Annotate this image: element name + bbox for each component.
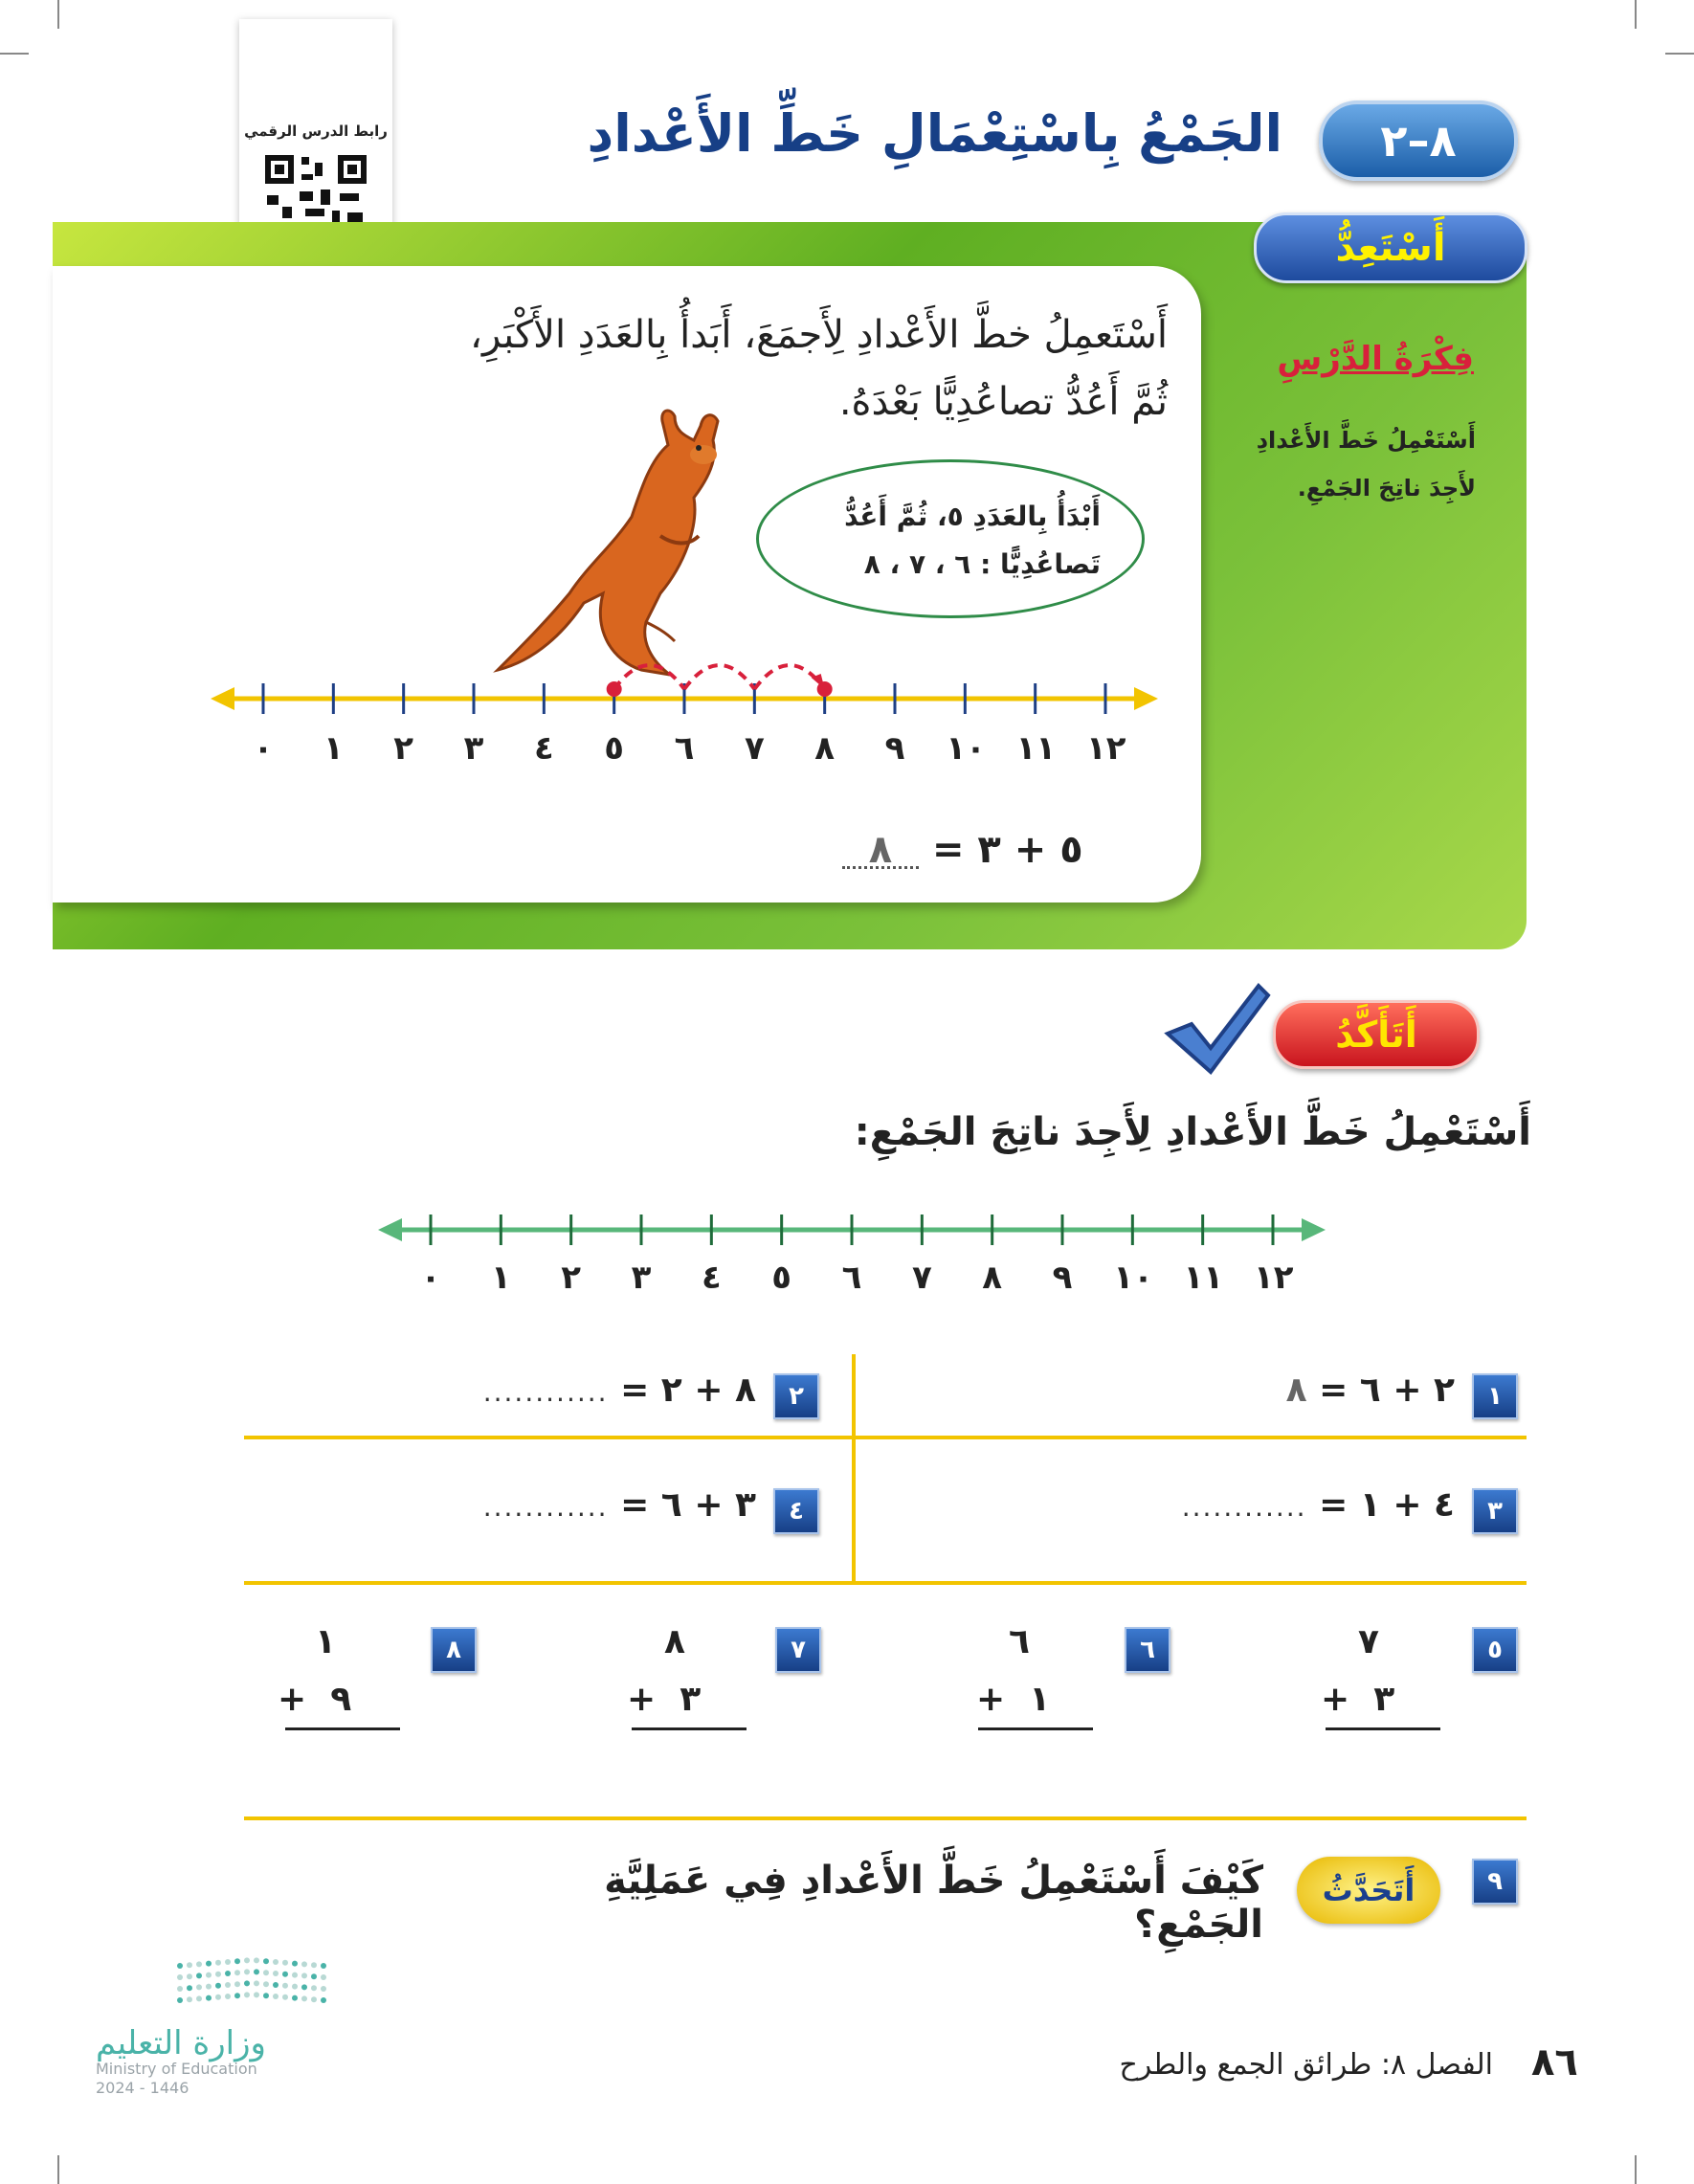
number-line-example-labels [211, 729, 1158, 777]
exercise-2-blank[interactable]: ............ [482, 1376, 609, 1408]
crop-mark [1635, 2155, 1637, 2184]
number-line-label: ٩ [884, 729, 905, 768]
exercise-number-2: ٢ [773, 1373, 819, 1419]
exercise-number-6: ٦ [1125, 1627, 1170, 1673]
checkmark-icon [1158, 981, 1273, 1077]
check-badge: أَتَأَكَّدُ [1273, 1000, 1480, 1069]
crop-mark [1635, 0, 1637, 29]
lesson-idea-line: أَسْتَعْمِلُ خَطَّ الأَعْدادِ [1256, 427, 1476, 454]
exercise-2-expression: ٨ + ٢ = [620, 1371, 756, 1410]
lesson-title: الجَمْعُ بِاسْتِعْمَالِ خَطِّ الأَعْدادِ [587, 103, 1282, 164]
exercise-5-answer-line[interactable] [1326, 1727, 1440, 1730]
jump-arc [684, 665, 754, 689]
exercise-4-expression: ٣ + ٦ = [620, 1485, 756, 1525]
talk-question: كَيْفَ أَسْتَعْمِلُ خَطَّ الأَعْدادِ فِي عَمَلِيَّةِ الجَمْعِ؟ [604, 1859, 1263, 1947]
ministry-name-en: Ministry of Education [96, 2060, 257, 2078]
arrow-left-icon [378, 1218, 402, 1241]
number-line-label: ٥ [771, 1259, 792, 1297]
exercise-1 [1225, 1371, 1455, 1410]
arrow-left-icon [211, 687, 234, 710]
exercise-8-top: ١ [315, 1622, 336, 1661]
number-line-label: ١٢ [1086, 729, 1126, 768]
grid-divider [852, 1354, 856, 1584]
arrow-right-icon [1302, 1218, 1326, 1241]
number-line-label: ١١ [1015, 729, 1057, 768]
number-line-label: ٣ [463, 729, 484, 768]
number-line-label: ٠ [420, 1259, 441, 1297]
exercise-number-7: ٧ [775, 1627, 821, 1673]
number-line-label: ٥ [604, 729, 625, 768]
exercise-7-answer-line[interactable] [632, 1727, 747, 1730]
jump-arc [614, 665, 684, 689]
speech-line: أَبْدَأُ بِالعَدَدِ ٥، ثُمَّ أَعُدُّ [844, 501, 1101, 532]
jump-point [607, 681, 622, 697]
crop-mark [57, 2155, 59, 2184]
number-line-label: ٦ [674, 729, 695, 768]
exercise-3-expression: ٤ + ١ = [1319, 1485, 1455, 1525]
exercise-6-answer-line[interactable] [978, 1727, 1093, 1730]
exercise-8-answer-line[interactable] [285, 1727, 400, 1730]
exercise-4-blank[interactable]: ............ [482, 1491, 609, 1523]
example-expression: ٥ + ٣ = [931, 828, 1083, 872]
talk-badge: أَتَحَدَّثُ [1297, 1857, 1440, 1924]
lesson-number-badge: ٨–٢ [1319, 100, 1518, 181]
exercise-7-top: ٨ [664, 1622, 685, 1661]
exercise-5-bottom-number: ٣ [1373, 1680, 1395, 1719]
exercise-number-8: ٨ [431, 1627, 477, 1673]
example-equation [842, 828, 1091, 872]
number-line-practice-labels [378, 1259, 1326, 1306]
plus-sign: + [627, 1680, 657, 1719]
ready-badge: أَسْتَعِدُّ [1254, 212, 1527, 283]
exercise-number-9: ٩ [1472, 1859, 1518, 1905]
page-number: ٨٦ [1531, 2040, 1578, 2084]
number-line-label: ٢ [393, 729, 414, 768]
intro-line: ثُمَّ أَعُدُّ تصاعُدِيًّا بَعْدَهُ. [838, 380, 1168, 424]
arrow-right-icon [1134, 687, 1158, 710]
lesson-idea-line: لأَجِدَ ناتِجَ الجَمْعِ. [1297, 475, 1476, 501]
qr-label: رابط الدرس الرقمي [244, 123, 388, 140]
speech-line: تَصاعُدِيًّا : ٦ ، ٧ ، ٨ [863, 548, 1101, 580]
number-line-practice [378, 1201, 1326, 1259]
lesson-idea-text [1215, 416, 1476, 512]
exercise-5-top: ٧ [1358, 1622, 1379, 1661]
exercise-5-bottom [1321, 1680, 1394, 1719]
exercise-7-bottom-number: ٣ [680, 1680, 702, 1719]
exercise-8-bottom-number: ٩ [330, 1680, 352, 1719]
number-line-label: ٤ [533, 729, 554, 768]
footer-chapter: الفصل ٨: طرائق الجمع والطرح [1119, 2048, 1493, 2082]
grid-line [244, 1816, 1527, 1820]
number-line-label: ١ [323, 729, 344, 768]
number-line-label: ١٠ [946, 729, 986, 768]
exercise-number-1: ١ [1472, 1373, 1518, 1419]
number-line-label: ٦ [841, 1259, 862, 1297]
ministry-logo-icon [172, 1952, 345, 2010]
number-line-label: ٤ [701, 1259, 722, 1297]
crop-mark [1665, 53, 1694, 55]
exercise-4[interactable] [459, 1485, 756, 1525]
grid-line [244, 1436, 1527, 1439]
exercise-number-3: ٣ [1472, 1488, 1518, 1534]
speech-bubble-text [785, 493, 1101, 589]
exercise-3-blank[interactable]: ............ [1181, 1491, 1307, 1523]
exercise-3[interactable] [1148, 1485, 1455, 1525]
ministry-year: 2024 - 1446 [96, 2079, 189, 2097]
number-line-label: ٠ [253, 729, 274, 768]
exercise-7-bottom [627, 1680, 701, 1719]
lesson-idea-title: فِكْرَةُ الدَّرْسِ [1277, 340, 1474, 378]
exercise-number-4: ٤ [773, 1488, 819, 1534]
exercise-1-answer: ٨ [1285, 1371, 1307, 1410]
exercise-1-expression: ٢ + ٦ = [1319, 1371, 1455, 1410]
exercise-2[interactable] [459, 1371, 756, 1410]
number-line-label: ٢ [561, 1259, 582, 1297]
number-line-label: ٨ [982, 1259, 1003, 1297]
number-line-label: ١١ [1183, 1259, 1224, 1297]
number-line-label: ٨ [814, 729, 836, 768]
exercise-6-bottom-number: ١ [1029, 1680, 1051, 1719]
number-line-example [211, 641, 1158, 718]
example-answer: ٨ [868, 828, 893, 872]
number-line-label: ٧ [744, 729, 765, 768]
crop-mark [57, 0, 59, 29]
exercise-6-top: ٦ [1009, 1622, 1030, 1661]
number-line-label: ١ [490, 1259, 511, 1297]
intro-line: أَسْتَعمِلُ خطَّ الأَعْدادِ لِأَجمَعَ، أَبَدأُ بِالعَدَدِ الأَكْبَرِ، [470, 313, 1168, 357]
plus-sign: + [278, 1680, 307, 1719]
number-line-label: ١٠ [1113, 1259, 1153, 1297]
exercise-8-bottom [278, 1680, 351, 1719]
exercise-number-5: ٥ [1472, 1627, 1518, 1673]
number-line-label: ٩ [1052, 1259, 1073, 1297]
grid-line [244, 1581, 1527, 1585]
plus-sign: + [1321, 1680, 1350, 1719]
number-line-label: ٣ [631, 1259, 652, 1297]
number-line-label: ٧ [911, 1259, 932, 1297]
check-instruction: أَسْتَعْمِلُ خَطَّ الأَعْدادِ لِأَجِدَ ناتِجَ الجَمْعِ: [854, 1110, 1531, 1154]
ministry-name-ar: وزارة التعليم [96, 2024, 266, 2062]
number-line-label: ١٢ [1254, 1259, 1294, 1297]
plus-sign: + [976, 1680, 1006, 1719]
exercise-6-bottom [976, 1680, 1050, 1719]
crop-mark [0, 53, 29, 55]
